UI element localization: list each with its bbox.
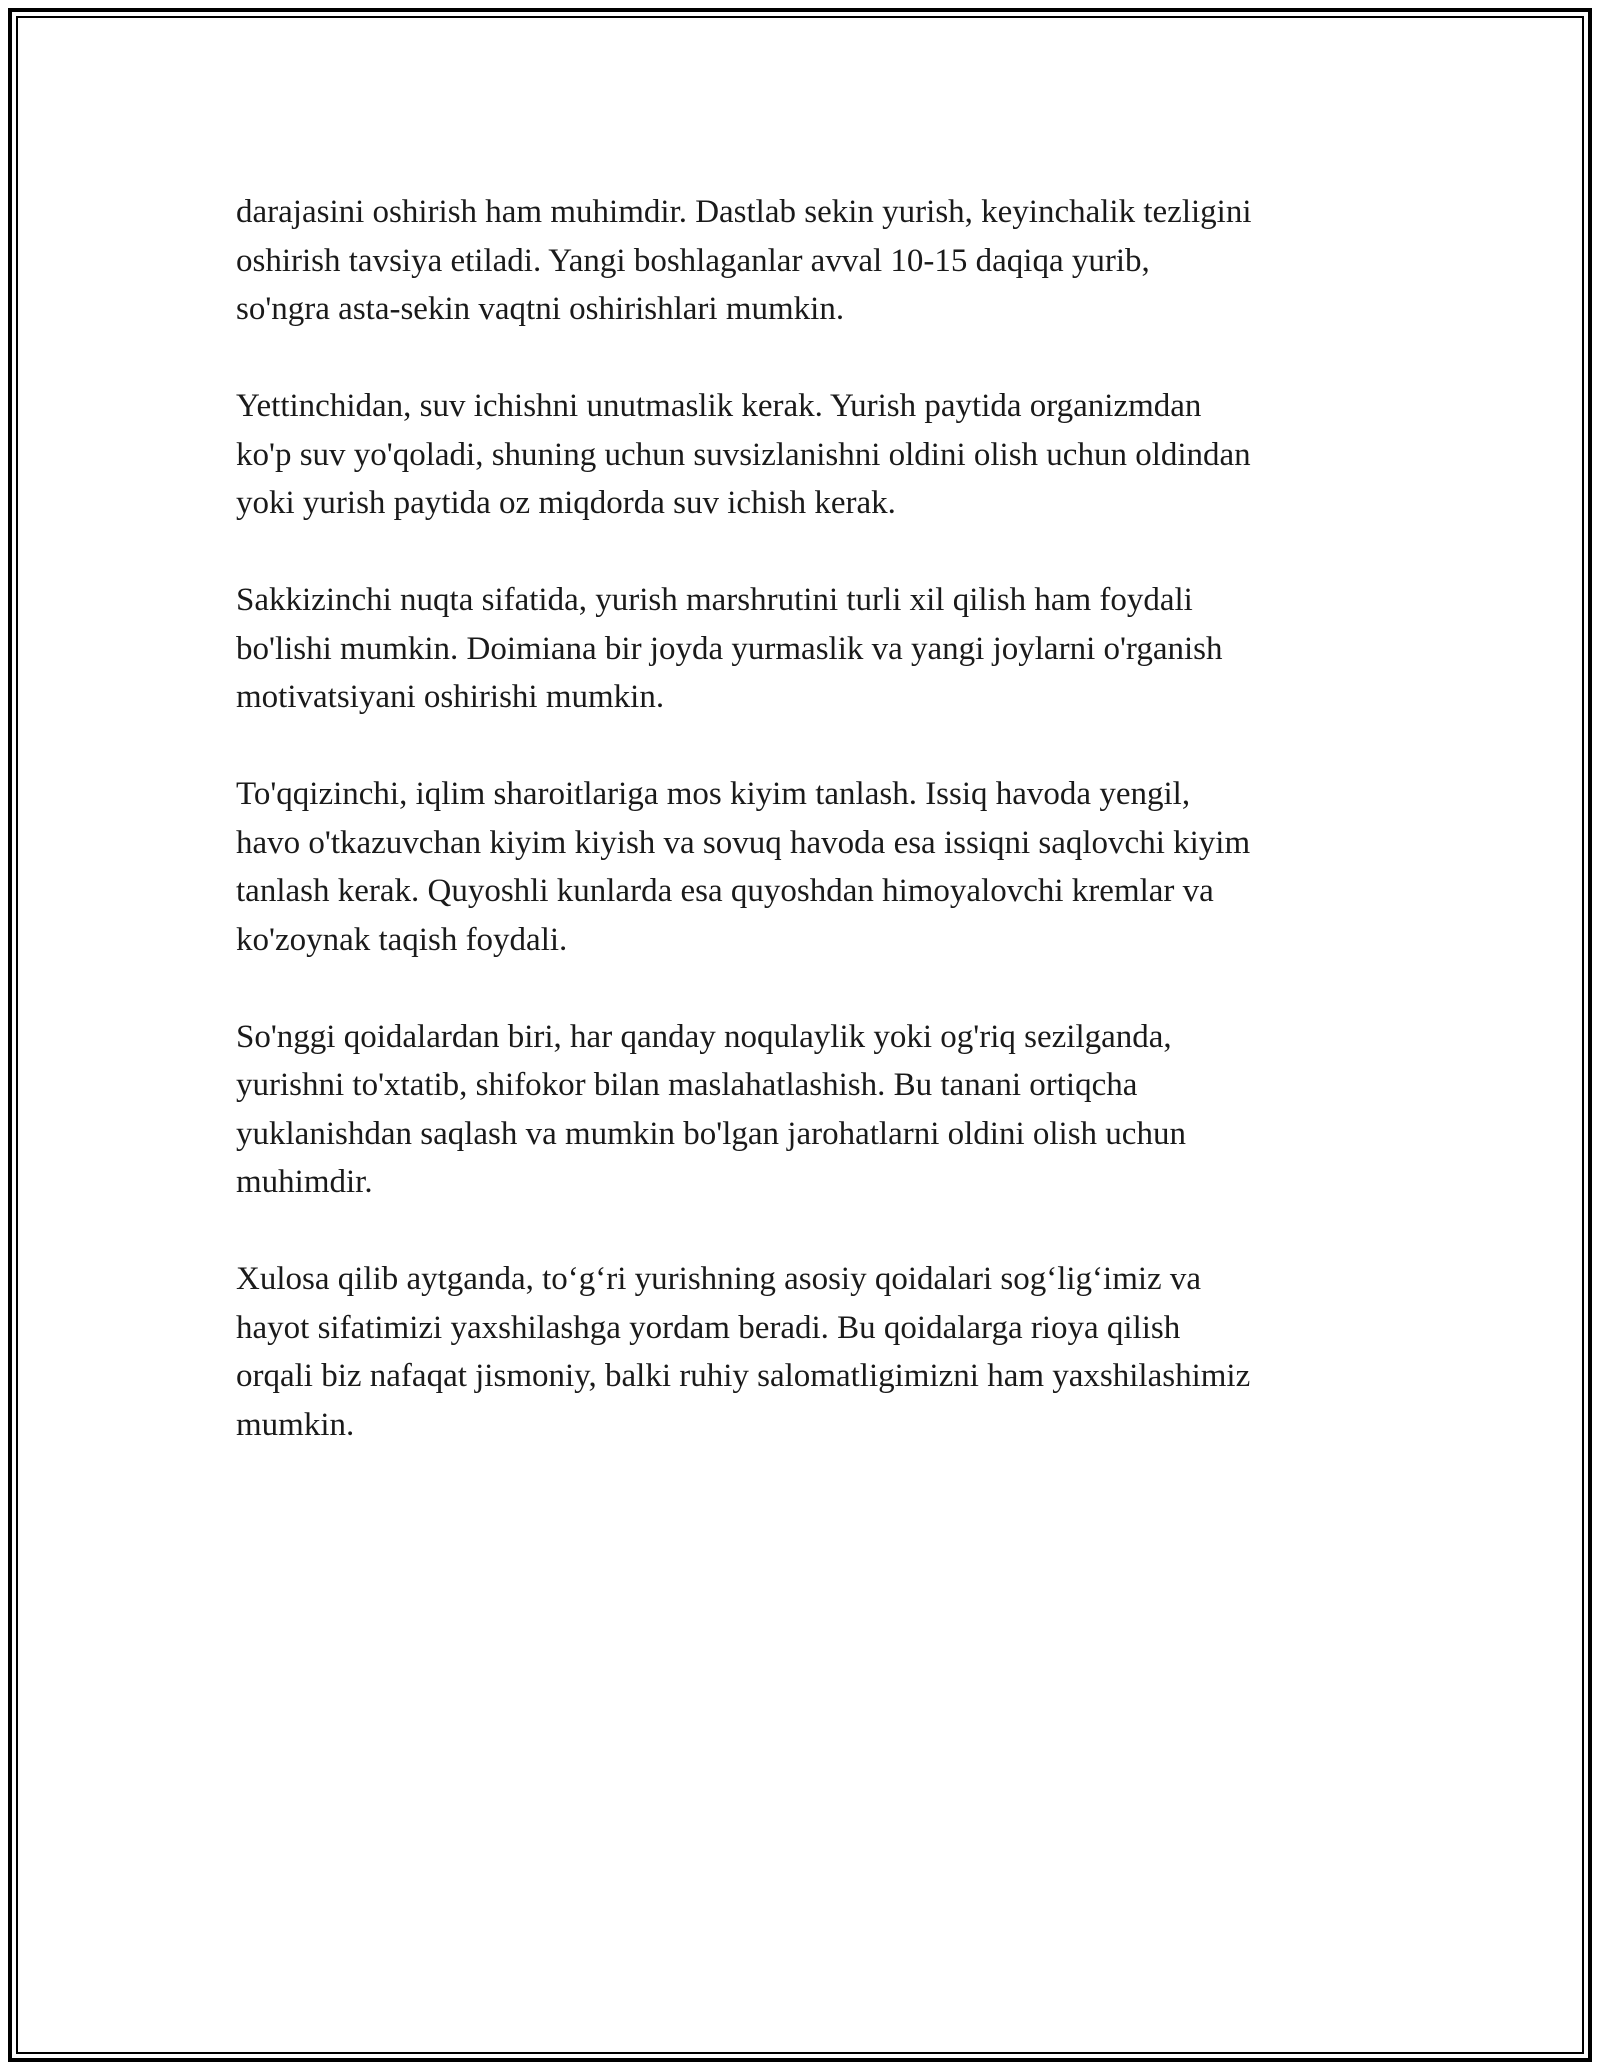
paragraph-conclusion [236,1255,1376,1449]
paragraph-route-variety [236,576,1376,722]
paragraph-line: bo'lishi mumkin. Doimiana bir joyda yurmaslik va yangi joylarni o'rganish [236,630,1223,667]
paragraph-line: havo o'tkazuvchan kiyim kiyish va sovuq havoda esa issiqni saqlovchi kiyim [236,824,1251,861]
paragraph-line: hayot sifatimizi yaxshilashga yordam beradi. Bu qoidalarga rioya qilish [236,1309,1181,1346]
paragraph-line: motivatsiyani oshirishi mumkin. [236,679,665,715]
paragraph-line: ko'zoynak taqish foydali. [236,921,568,958]
paragraph-hydration [236,382,1376,528]
paragraph-walking-pace [236,188,1376,334]
document-body [236,188,1376,1498]
paragraph-line: So'nggi qoidalardan biri, har qanday noqulaylik yoki og'riq sezilganda, [236,1018,1172,1055]
paragraph-line: yoki yurish paytida oz miqdorda suv ichish kerak. [236,485,896,521]
paragraph-line: orqali biz nafaqat jismoniy, balki ruhiy salomatligimizni ham yaxshilashimiz [236,1358,1251,1394]
paragraph-line: muhimdir. [236,1164,373,1200]
paragraph-line: so'ngra asta-sekin vaqtni oshirishlari mumkin. [236,291,845,327]
paragraph-line: ko'p suv yo'qoladi, shuning uchun suvsizlanishni oldini olish uchun oldindan [236,436,1251,473]
paragraph-line: Xulosa qilib aytganda, to‘g‘ri yurishning asosiy qoidalari sog‘lig‘imiz va [236,1261,1202,1297]
paragraph-line: yuklanishdan saqlash va mumkin bo'lgan jarohatlarni oldini olish uchun [236,1115,1186,1152]
paragraph-clothing [236,770,1376,964]
paragraph-line: tanlash kerak. Quyoshli kunlarda esa quyoshdan himoyalovchi kremlar va [236,873,1214,909]
paragraph-discomfort [236,1013,1376,1207]
paragraph-line: Sakkizinchi nuqta sifatida, yurish marshrutini turli xil qilish ham foydali [236,582,1193,618]
paragraph-line: darajasini oshirish ham muhimdir. Dastlab sekin yurish, keyinchalik tezligini [236,194,1252,230]
paragraph-line: oshirish tavsiya etiladi. Yangi boshlaganlar avval 10-15 daqiqa yurib, [236,242,1150,279]
paragraph-line: mumkin. [236,1406,355,1443]
paragraph-line: yurishni to'xtatib, shifokor bilan maslahatlashish. Bu tanani ortiqcha [236,1067,1138,1103]
paragraph-line: To'qqizinchi, iqlim sharoitlariga mos kiyim tanlash. Issiq havoda yengil, [236,776,1191,812]
paragraph-line: Yettinchidan, suv ichishni unutmaslik kerak. Yurish paytida organizmdan [236,388,1202,424]
